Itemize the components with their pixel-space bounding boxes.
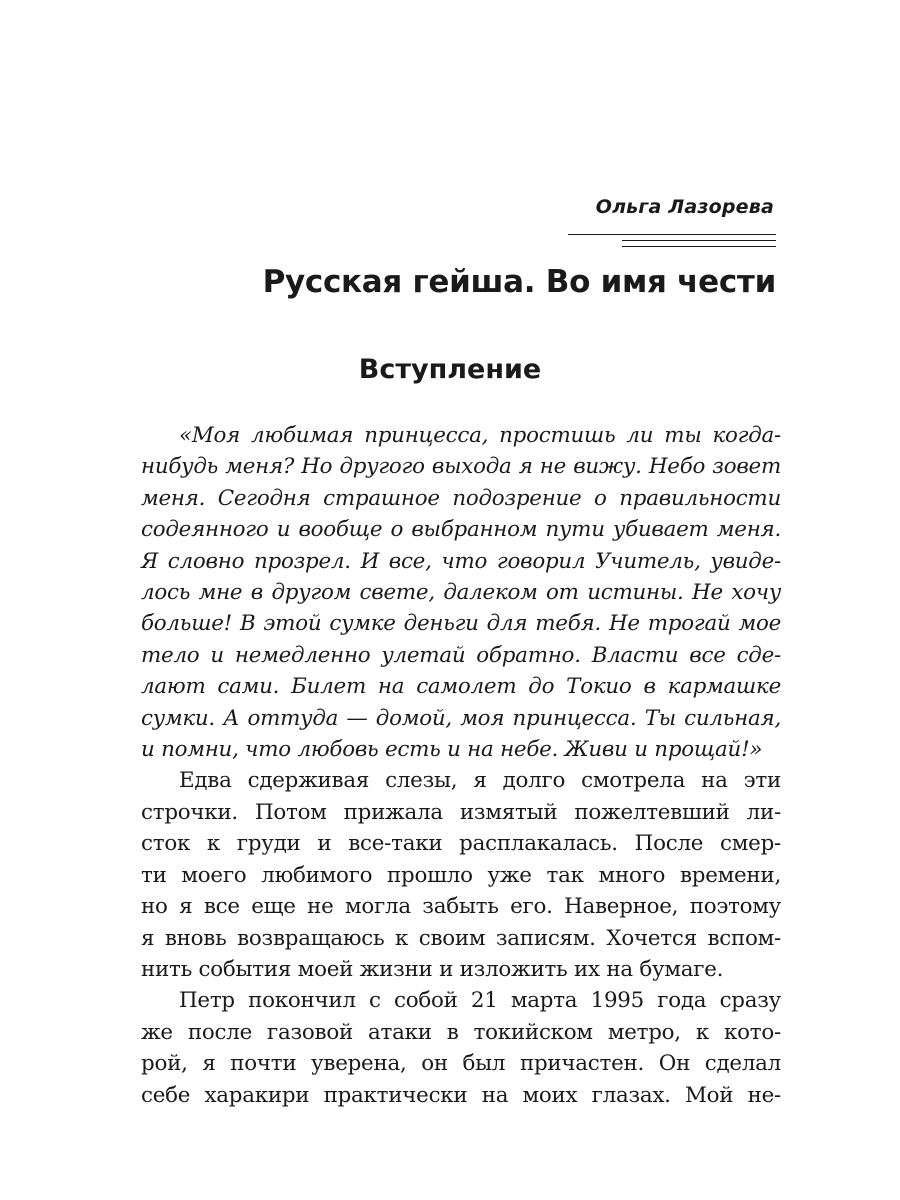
- text-line: но я все еще не могла забыть его. Наверное, поэтому: [141, 894, 781, 920]
- text-line: лось мне в другом свете, далеком от истины. Не хочу: [141, 580, 781, 606]
- paragraph: [141, 765, 781, 985]
- body-text: [141, 420, 781, 1111]
- text-line: я вновь возвращаюсь к своим записям. Хочется вспом-: [141, 925, 781, 951]
- text-line: строчки. Потом прижала измятый пожелтевший ли-: [141, 799, 781, 825]
- text-line: содеянного и вообще о выбранном пути убивает меня.: [141, 517, 781, 543]
- paragraph-quote: [141, 420, 781, 765]
- text-line: лают сами. Билет на самолет до Токио в кармашке: [141, 674, 781, 700]
- text-line: ти моего любимого прошло уже так много времени,: [141, 862, 781, 888]
- author-name: Ольга Лазорева: [595, 196, 774, 218]
- rule-line: [622, 246, 776, 247]
- text-line: сток к груди и все-таки расплакалась. После смер-: [141, 831, 781, 857]
- book-title: Русская гейша. Во имя чести: [262, 264, 776, 300]
- text-line: Я словно прозрел. И все, что говорил Учитель, увиде-: [141, 548, 781, 574]
- text-line: «Моя любимая принцесса, простишь ли ты когда-: [179, 423, 781, 448]
- text-line: рой, я почти уверена, он был причастен. Он сделал: [141, 1051, 781, 1077]
- text-line: меня. Сегодня страшное подозрение о правильности: [141, 485, 781, 511]
- text-line: больше! В этой сумке деньги для тебя. Не трогай мое: [141, 611, 781, 637]
- text-line: же после газовой атаки в токийском метро, к кото-: [141, 1019, 781, 1045]
- text-line: тело и немедленно улетай обратно. Власти все сде-: [141, 642, 781, 668]
- rule-line: [622, 240, 776, 241]
- text-line: нить события моей жизни и изложить их на бумаге.: [141, 956, 724, 982]
- text-line: и помни, что любовь есть и на небе. Живи и прощай!»: [141, 737, 763, 763]
- text-line: себе харакири практически на моих глазах. Мой не-: [141, 1082, 781, 1108]
- decorative-rules: [566, 234, 776, 256]
- section-title: Вступление: [358, 354, 542, 385]
- text-line: нибудь меня? Но другого выхода я не вижу. Небо зовет: [141, 454, 781, 480]
- paragraph: [141, 985, 781, 1111]
- text-line: Едва сдерживая слезы, я долго смотрела на эти: [179, 768, 781, 794]
- rule-line: [568, 234, 776, 235]
- text-line: сумки. А оттуда — домой, моя принцесса. Ты сильная,: [141, 705, 781, 731]
- text-line: Петр покончил с собой 21 марта 1995 года сразу: [179, 988, 781, 1014]
